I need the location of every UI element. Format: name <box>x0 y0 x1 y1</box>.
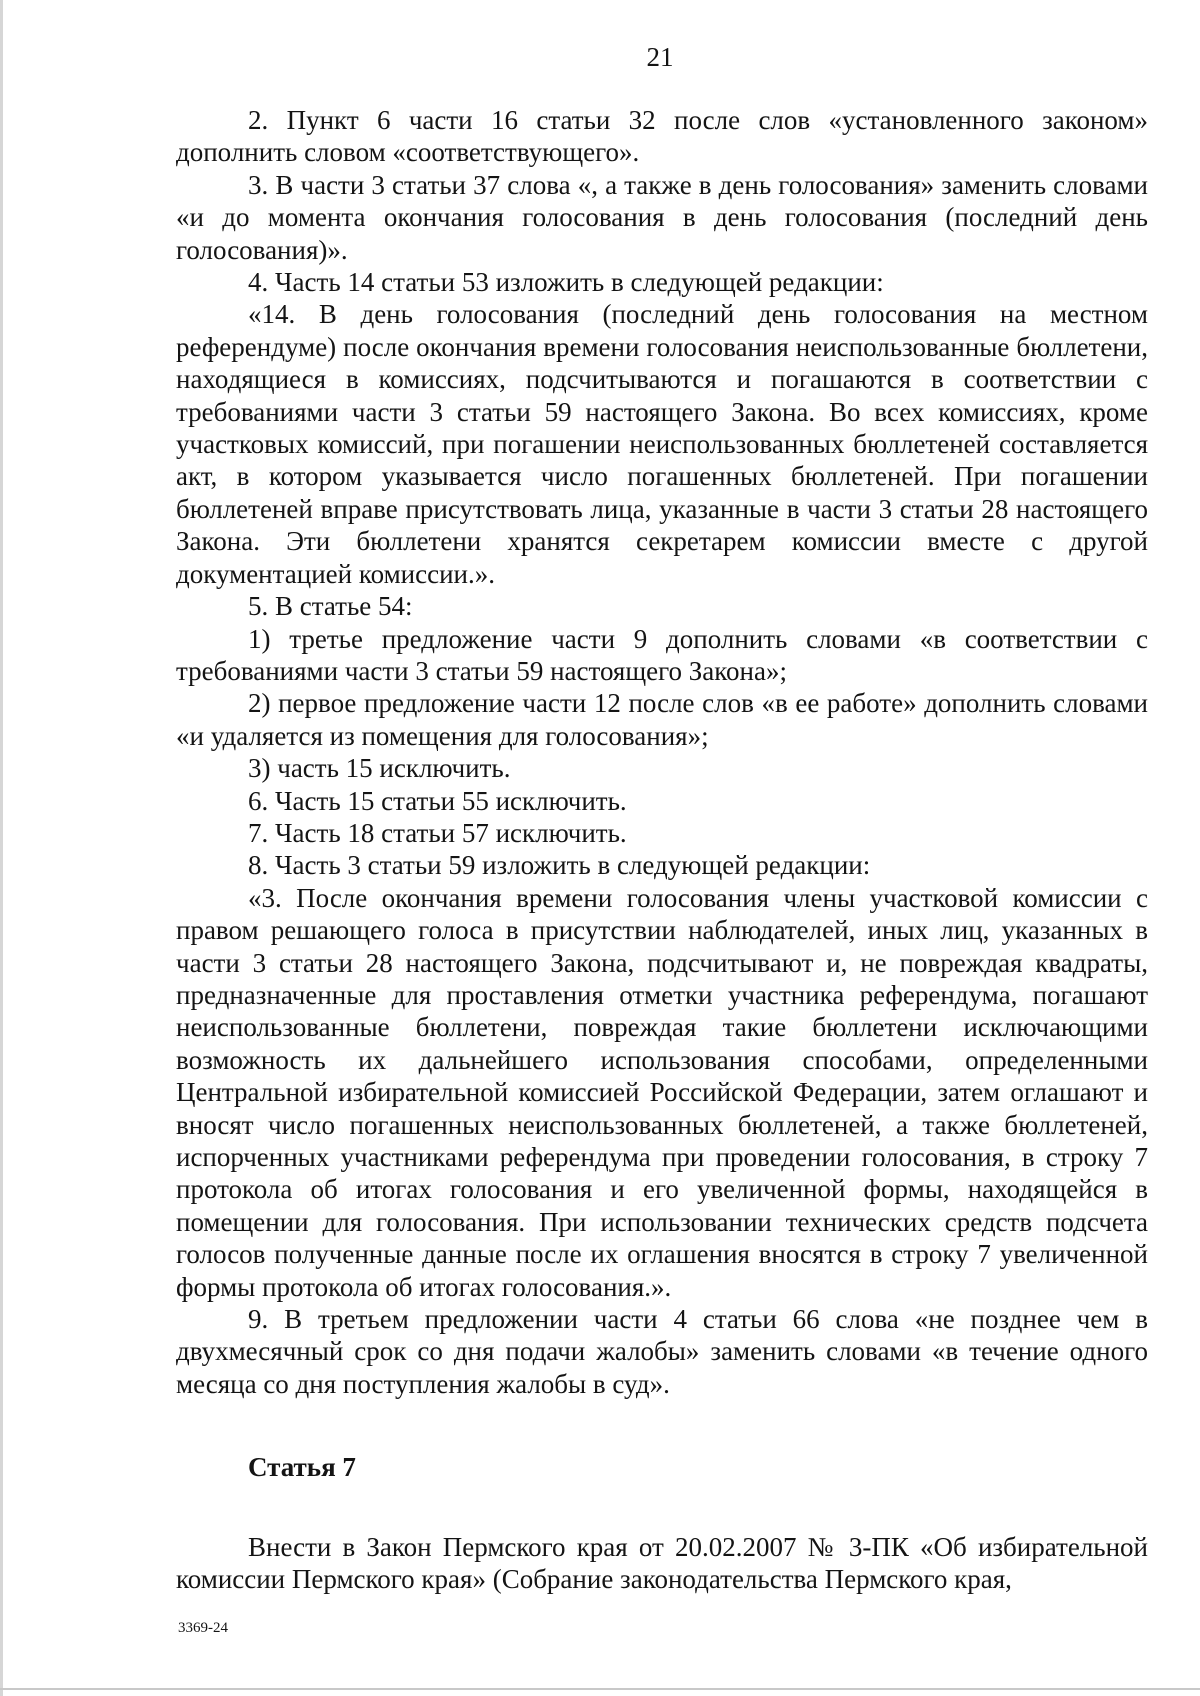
scan-edge <box>0 0 3 1696</box>
document-body <box>176 104 1148 1595</box>
quoted-part-14: «14. В день голосования (последний день голосования на местном референдуме) после окончания времени голосования неиспользованные бюллетени, находящиеся в комиссиях, подсчитываются и погашаются в соответствии с требованиями части 3 статьи 59 настоящего Закона. Во всех комиссиях, кроме участковых комиссий, при погашении неиспользованных бюллетеней составляется акт, в котором указывается число погашенных бюллетеней. При погашении бюллетеней вправе присутствовать лица, указанные в части 3 статьи 28 настоящего Закона. Эти бюллетени хранятся секретарем комиссии вместе с другой документацией комиссии.». <box>176 299 1148 589</box>
paragraph-item-4: 4. Часть 14 статьи 53 изложить в следующей редакции: <box>248 267 884 298</box>
subitem-2: 2) первое предложение части 12 после слов «в ее работе» дополнить словами «и удаляется из помещения для голосования»; <box>176 688 1148 751</box>
paragraph-item-5: 5. В статье 54: <box>248 591 413 622</box>
article-heading: Статья 7 <box>248 1452 356 1483</box>
paragraph-item-7: 7. Часть 18 статьи 57 исключить. <box>248 817 627 848</box>
paragraph-item-3: 3. В части 3 статьи 37 слова «, а также в день голосования» заменить словами «и до момента окончания голосования в день голосования (последний день голосования)». <box>176 169 1148 265</box>
paragraph-item-9: 9. В третьем предложении части 4 статьи 66 слова «не позднее чем в двухмесячный срок со дня подачи жалобы» заменить словами «в течение одного месяца со дня поступления жалобы в суд». <box>176 1304 1148 1399</box>
subitem-3: 3) часть 15 исключить. <box>248 753 511 784</box>
subitem-1: 1) третье предложение части 9 дополнить словами «в соответствии с требованиями части 3 статьи 59 настоящего Закона»; <box>176 623 1148 686</box>
scan-bottom-edge <box>0 1688 1200 1690</box>
paragraph-item-8: 8. Часть 3 статьи 59 изложить в следующей редакции: <box>248 850 871 881</box>
paragraph-item-6: 6. Часть 15 статьи 55 исключить. <box>248 785 627 816</box>
document-code: 3369-24 <box>178 1620 228 1636</box>
quoted-part-3: «3. После окончания времени голосования члены участковой комиссии с правом решающего голоса в присутствии наблюдателей, иных лиц, указанных в части 3 статьи 28 настоящего Закона, подсчитывают и, не повреждая квадраты, предназначенные для проставления отметки участника референдума, погашают неиспользованные бюллетени, повреждая такие бюллетени исключающими возможность их дальнейшего использования способами, определенными Центральной избирательной комиссией Российской Федерации, затем оглашают и вносят число погашенных неиспользованных бюллетеней, а также бюллетеней, испорченных участниками референдума при проведении голосования, в строку 7 протокола об итогах голосования и его увеличенной формы, находящейся в помещении для голосования. При использовании технических средств подсчета голосов полученные данные после их оглашения вносятся в строку 7 увеличенной формы протокола об итогах голосования.». <box>176 882 1148 1302</box>
paragraph-item-2: 2. Пункт 6 части 16 статьи 32 после слов «установленного законом» дополнить словом «соответствующего». <box>176 105 1148 168</box>
article-paragraph: Внести в Закон Пермского края от 20.02.2007 № 3-ПК «Об избирательной комиссии Пермского края» (Собрание законодательства Пермского края, <box>176 1531 1148 1595</box>
page-number: 21 <box>646 42 674 72</box>
